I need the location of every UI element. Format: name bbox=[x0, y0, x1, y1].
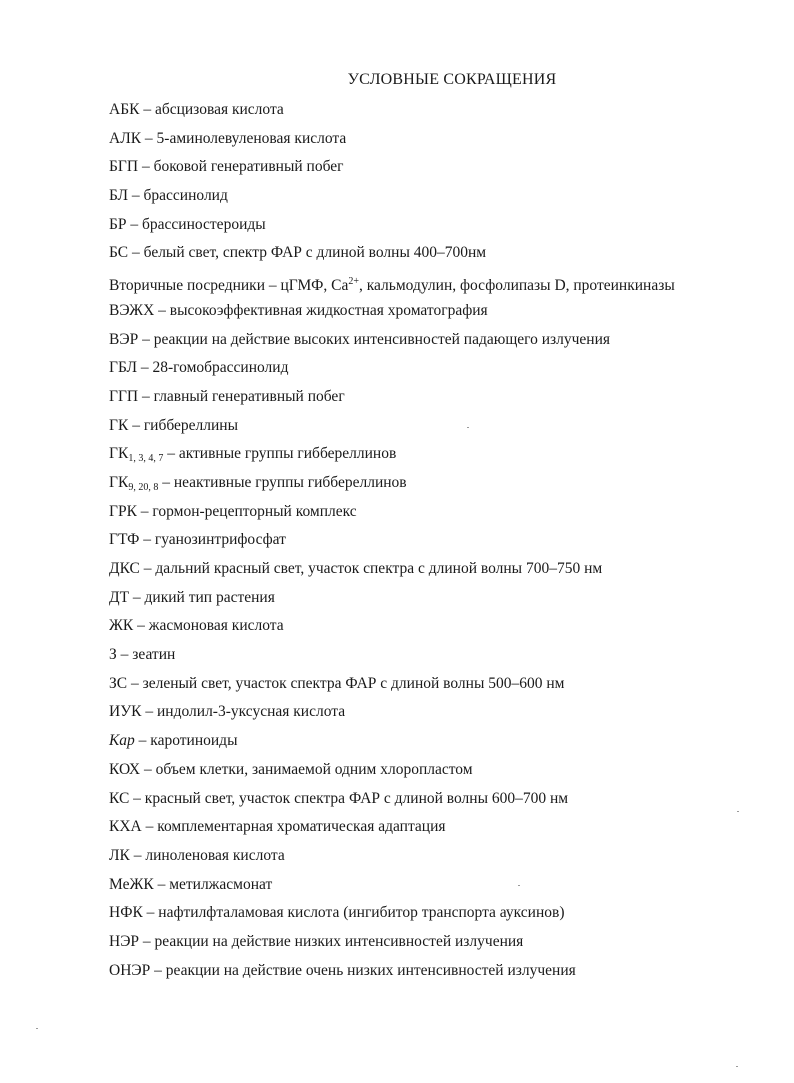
separator-dash: – bbox=[141, 818, 158, 836]
abbreviation-entry bbox=[109, 444, 779, 473]
abbreviation-term: КС bbox=[109, 789, 130, 807]
abbreviation-definition: цГМФ, Ca bbox=[280, 277, 349, 295]
separator-dash: – bbox=[129, 588, 145, 606]
abbreviation-term: БС bbox=[109, 244, 129, 262]
separator-dash: – bbox=[154, 301, 170, 319]
abbreviation-term: ЛК bbox=[109, 846, 130, 864]
abbreviation-definition: индолил-3-уксусная кислота bbox=[157, 703, 346, 721]
abbreviation-term: ОНЭР bbox=[109, 961, 151, 979]
separator-dash: – bbox=[136, 502, 153, 520]
abbreviation-definition: абсцизовая кислота bbox=[154, 101, 284, 118]
separator-dash: – bbox=[128, 187, 144, 205]
abbreviation-term: ВЭР bbox=[109, 330, 139, 348]
abbreviation-entry bbox=[109, 129, 779, 158]
abbreviation-term: БЛ bbox=[109, 187, 129, 205]
abbreviation-term: КХА bbox=[109, 818, 142, 836]
separator-dash: – bbox=[153, 875, 170, 893]
abbreviation-definition: зеленый свет, участок спектра ФАР с длиной волны 500–600 нм bbox=[142, 674, 565, 692]
abbreviation-definition: активные группы гиббереллинов bbox=[178, 445, 397, 463]
separator-dash: – bbox=[139, 101, 155, 118]
abbreviation-term: МеЖК bbox=[109, 875, 154, 893]
abbreviation-entry bbox=[109, 559, 779, 588]
term-subscript: 9, 20, 8 bbox=[128, 481, 159, 493]
abbreviation-definition: белый свет, спектр ФАР с длиной волны 400–700нм bbox=[143, 244, 487, 262]
abbreviation-definition: линоленовая кислота bbox=[145, 846, 285, 864]
separator-dash: – bbox=[138, 158, 154, 176]
separator-dash: – bbox=[138, 387, 154, 405]
abbreviation-term: ЗС bbox=[109, 674, 128, 692]
abbreviation-definition: дикий тип растения bbox=[144, 588, 275, 606]
scan-speck bbox=[467, 427, 469, 428]
abbreviation-entry bbox=[109, 301, 779, 330]
abbreviation-definition: главный генеративный побег bbox=[153, 387, 345, 405]
separator-dash: – bbox=[139, 531, 155, 549]
abbreviation-entry bbox=[109, 903, 779, 932]
abbreviation-entry bbox=[109, 330, 779, 359]
separator-dash: – bbox=[126, 215, 143, 233]
abbreviation-entry bbox=[109, 932, 779, 961]
abbreviation-definition: боковой генеративный побег bbox=[153, 158, 344, 176]
abbreviation-term: З bbox=[109, 646, 117, 664]
abbreviation-entry bbox=[109, 186, 779, 215]
separator-dash: – bbox=[141, 703, 158, 721]
abbreviation-term: НФК bbox=[109, 904, 143, 922]
abbreviation-entry bbox=[109, 645, 779, 674]
separator-dash: – bbox=[158, 473, 174, 491]
abbreviation-entry bbox=[109, 789, 779, 818]
abbreviation-definition: метилжасмонат bbox=[169, 875, 273, 893]
abbreviation-definition: неактивные группы гиббереллинов bbox=[173, 473, 407, 491]
abbreviation-entry bbox=[109, 875, 779, 904]
abbreviation-entry bbox=[109, 702, 779, 731]
abbreviation-entry bbox=[109, 817, 779, 846]
abbreviation-entry bbox=[109, 760, 779, 789]
abbreviation-entry bbox=[109, 530, 779, 559]
abbreviation-term: БГП bbox=[109, 158, 139, 176]
abbreviation-term: ВЭЖХ bbox=[109, 301, 155, 319]
scan-speck bbox=[737, 811, 739, 812]
separator-dash: – bbox=[133, 617, 149, 635]
separator-dash: – bbox=[141, 129, 157, 147]
abbreviation-term: НЭР bbox=[109, 932, 140, 950]
separator-dash: – bbox=[128, 244, 144, 262]
abbreviation-definition: высокоэффективная жидкостная хроматография bbox=[169, 301, 488, 319]
separator-dash: – bbox=[128, 416, 144, 434]
abbreviation-entry bbox=[109, 473, 779, 502]
abbreviation-term: Вторичные посредники bbox=[109, 277, 265, 295]
abbreviation-definition: комплементарная хроматическая адаптация bbox=[157, 818, 446, 836]
abbreviation-entry bbox=[109, 502, 779, 531]
separator-dash: – bbox=[129, 846, 146, 864]
abbreviation-definition: 5-аминолевуленовая кислота bbox=[156, 129, 347, 147]
separator-dash: – bbox=[116, 646, 133, 664]
abbreviation-entry bbox=[109, 961, 779, 990]
term-subscript: 1, 3, 4, 7 bbox=[128, 453, 164, 465]
abbreviation-definition: брассиностероиды bbox=[142, 215, 266, 233]
abbreviation-term: ИУК bbox=[109, 703, 142, 721]
abbreviation-definition: гуанозинтрифосфат bbox=[154, 531, 286, 549]
abbreviation-list bbox=[109, 100, 779, 989]
abbreviation-definition: реакции на действие очень низких интенсивностей излучения bbox=[165, 961, 576, 979]
abbreviation-definition: гормон-рецепторный комплекс bbox=[152, 502, 357, 520]
separator-dash: – bbox=[265, 277, 281, 295]
abbreviation-definition: реакции на действие низких интенсивностей излучения bbox=[154, 932, 524, 950]
scan-speck bbox=[736, 1066, 738, 1067]
page-title: УСЛОВНЫЕ СОКРАЩЕНИЯ bbox=[347, 71, 557, 88]
abbreviation-definition: каротиноиды bbox=[150, 732, 238, 750]
separator-dash: – bbox=[134, 732, 151, 750]
abbreviation-entry bbox=[109, 100, 779, 129]
abbreviation-definition: дальний красный свет, участок спектра с длиной волны 700–750 нм bbox=[155, 560, 603, 577]
abbreviation-entry bbox=[109, 731, 779, 760]
separator-dash: – bbox=[127, 674, 143, 692]
abbreviation-definition: реакции на действие высоких интенсивностей падающего излучения bbox=[153, 330, 611, 348]
abbreviation-term: Кар bbox=[109, 732, 135, 750]
separator-dash: – bbox=[137, 359, 153, 377]
abbreviation-term: БР bbox=[109, 215, 127, 233]
separator-dash: – bbox=[138, 330, 154, 348]
abbreviation-definition: гиббереллины bbox=[143, 416, 239, 434]
abbreviation-entry bbox=[109, 272, 779, 301]
abbreviation-entry bbox=[109, 616, 779, 645]
abbreviation-term: ГБЛ bbox=[109, 359, 137, 377]
abbreviation-definition: нафтилфталамовая кислота (ингибитор транспорта ауксинов) bbox=[158, 904, 565, 922]
separator-dash: – bbox=[142, 904, 159, 922]
abbreviation-entry bbox=[109, 157, 779, 186]
abbreviation-definition: брассинолид bbox=[143, 187, 228, 205]
separator-dash: – bbox=[139, 560, 156, 577]
abbreviation-definition: красный свет, участок спектра ФАР с длиной волны 600–700 нм bbox=[144, 789, 569, 807]
abbreviation-term: ГК bbox=[109, 473, 129, 491]
scan-speck bbox=[36, 1028, 38, 1029]
abbreviation-term: ЖК bbox=[109, 617, 134, 635]
abbreviation-entry bbox=[109, 358, 779, 387]
abbreviation-definition: , кальмодулин, фосфолипазы D, протеинкиназы bbox=[358, 277, 675, 295]
abbreviation-term: ГК bbox=[109, 445, 129, 463]
abbreviation-term: КОХ bbox=[109, 760, 141, 778]
abbreviation-entry bbox=[109, 243, 779, 272]
abbreviation-entry bbox=[109, 215, 779, 244]
separator-dash: – bbox=[129, 789, 145, 807]
abbreviation-term: АЛК bbox=[109, 129, 142, 147]
abbreviation-entry bbox=[109, 387, 779, 416]
abbreviation-term: ДТ bbox=[109, 588, 130, 606]
separator-dash: – bbox=[140, 760, 156, 778]
abbreviation-term: ГТФ bbox=[109, 531, 140, 549]
abbreviation-entry bbox=[109, 674, 779, 703]
abbreviation-term: ГРК bbox=[109, 502, 137, 520]
scan-speck bbox=[518, 885, 520, 886]
abbreviation-term: ГК bbox=[109, 416, 129, 434]
separator-dash: – bbox=[163, 445, 179, 463]
abbreviation-entry bbox=[109, 846, 779, 875]
abbreviation-definition: 28-гомобрассинолид bbox=[152, 359, 289, 377]
abbreviation-term: ГГП bbox=[109, 387, 139, 405]
separator-dash: – bbox=[150, 961, 166, 979]
abbreviation-definition: объем клетки, занимаемой одним хлоропластом bbox=[155, 760, 473, 778]
abbreviation-term: АБК bbox=[109, 101, 140, 118]
abbreviation-term: ДКС bbox=[109, 560, 140, 577]
definition-superscript: 2+ bbox=[348, 276, 359, 288]
abbreviation-entry bbox=[109, 588, 779, 617]
abbreviation-entry bbox=[109, 416, 779, 445]
separator-dash: – bbox=[139, 932, 155, 950]
abbreviation-definition: зеатин bbox=[132, 646, 176, 664]
abbreviation-definition: жасмоновая кислота bbox=[148, 617, 284, 635]
